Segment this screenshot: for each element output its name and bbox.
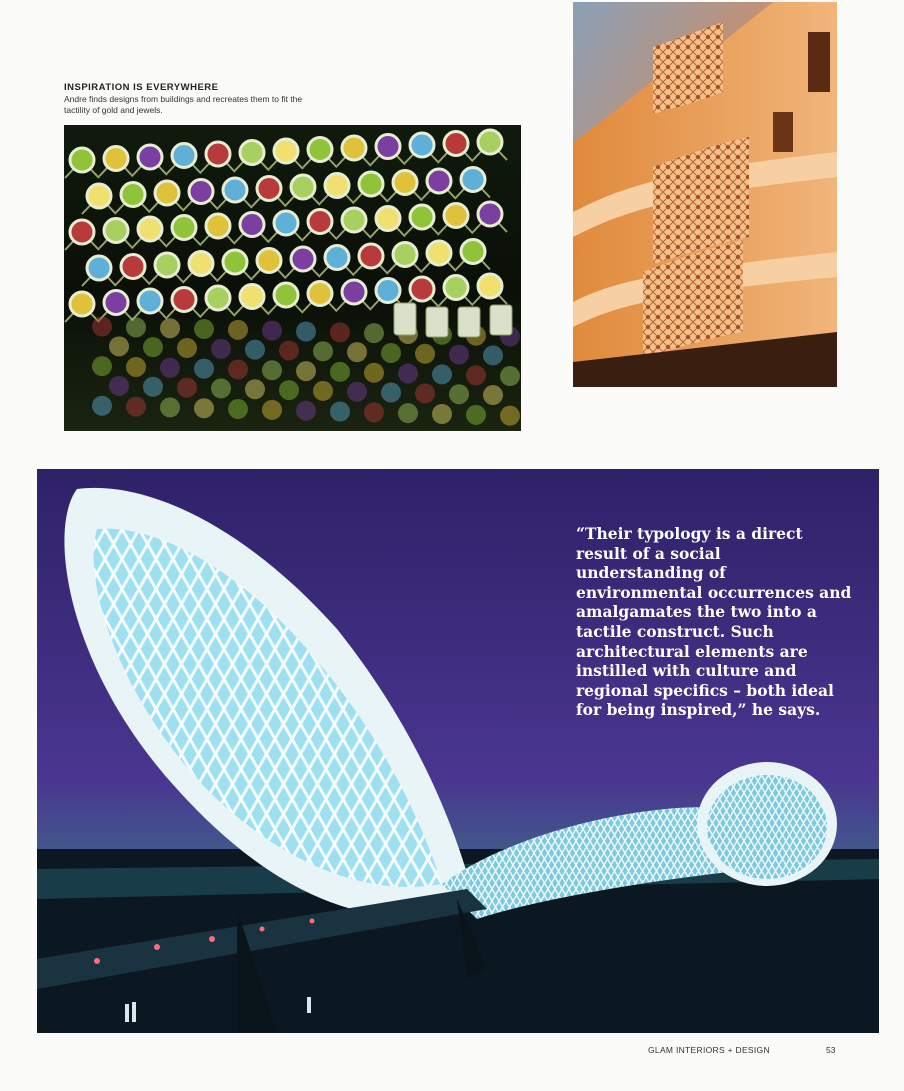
caption-title: INSPIRATION IS EVERYWHERE: [64, 82, 219, 93]
jewelry-photo: [64, 125, 521, 431]
pull-quote: “Their typology is a direct result of a social understanding of environmental occurrences and amalgamates the two into a tactile construct. Such architectural elements are instilled with culture and regional specifics – both ideal for being inspired,” he says.: [576, 524, 852, 720]
caption-body: Andre finds designs from buildings and recreates them to fit the tactility of gold and jewels.: [64, 94, 303, 115]
facade-photo: [573, 2, 837, 387]
photo-caption: [64, 82, 364, 116]
page-number: 53: [826, 1045, 836, 1055]
facade-illustration: [573, 2, 837, 387]
publication-name: GLAM INTERIORS + DESIGN: [648, 1045, 770, 1055]
jewelry-illustration: [64, 125, 521, 431]
